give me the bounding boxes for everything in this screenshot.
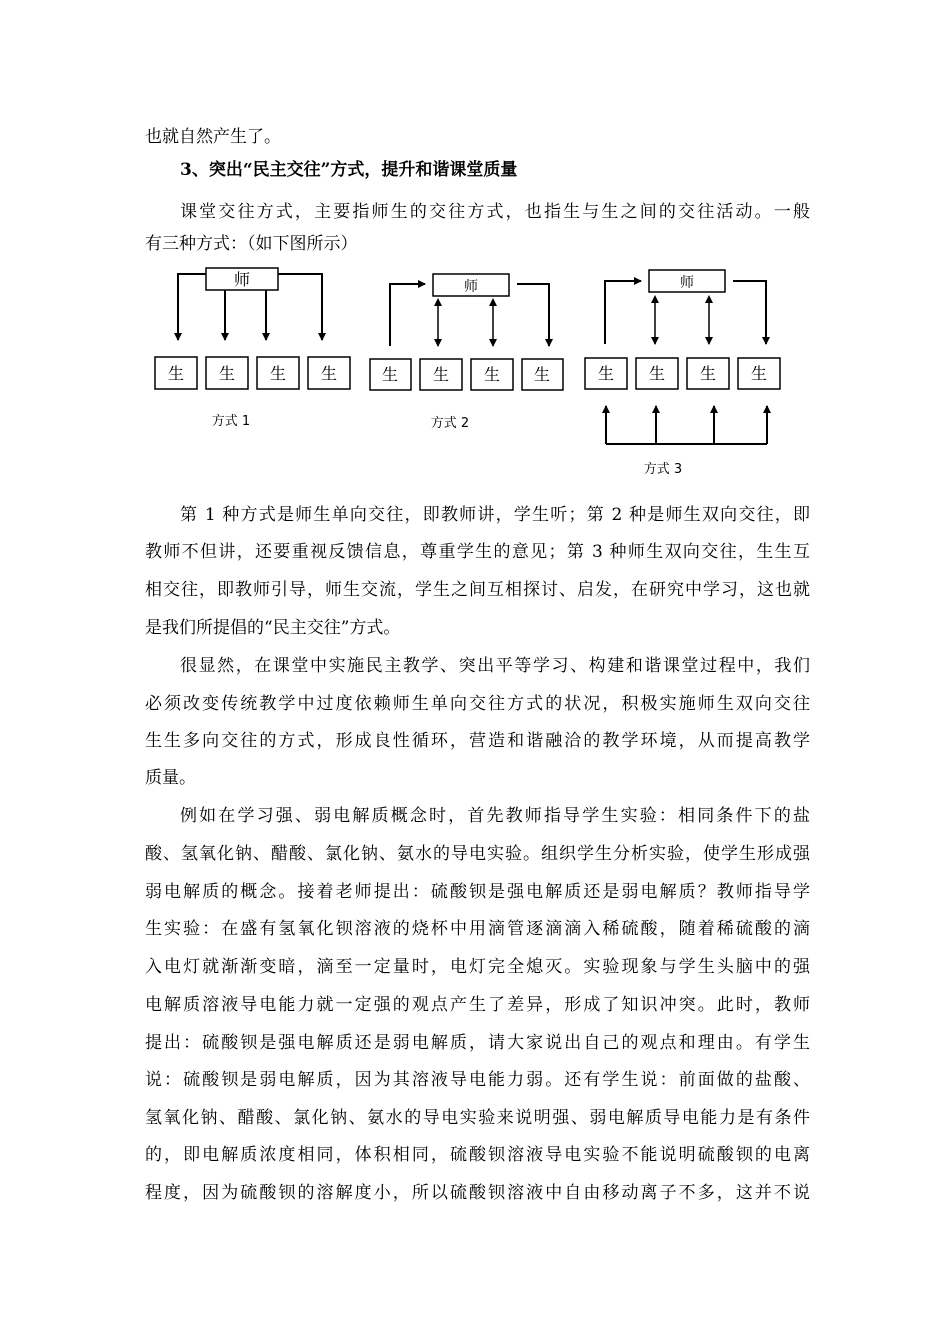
- p4-line: 提出：硫酸钡是强电解质还是弱电解质，请大家说出自己的观点和理由。有学生: [145, 1033, 810, 1053]
- interaction-modes-diagram: [145, 258, 810, 488]
- arrow-up-to-teacher: [605, 281, 641, 344]
- p4-line: 电解质溶液导电能力就一定强的观点产生了差异，形成了知识冲突。此时，教师: [145, 995, 810, 1015]
- student-label: 生: [699, 364, 717, 383]
- p3-line: 生生多向交往的方式，形成良性循环，营造和谐融洽的教学环境，从而提高教学: [145, 731, 810, 751]
- mode-caption: 方式 1: [211, 414, 251, 429]
- p4-line: 生实验：在盛有氢氧化钡溶液的烧杯中用滴管逐滴滴入稀硫酸，随着稀硫酸的滴: [145, 919, 810, 939]
- mode-caption: 方式 2: [430, 416, 470, 431]
- arrow-up-to-teacher: [390, 284, 425, 346]
- student-label: 生: [483, 365, 501, 384]
- student-label: 生: [648, 364, 666, 383]
- p4-line: 例如在学习强、弱电解质概念时，首先教师指导学生实验：相同条件下的盐: [180, 806, 810, 826]
- p2-line: 相交往，即教师引导，师生交流，学生之间互相探讨、启发，在研究中学习，这也就: [145, 580, 810, 600]
- p4-line: 弱电解质的概念。接着老师提出：硫酸钡是强电解质还是弱电解质？教师指导学: [145, 882, 810, 902]
- p4-line: 酸、氢氧化钠、醋酸、氯化钠、氨水的导电实验。组织学生分析实验，使学生形成强: [145, 844, 810, 864]
- student-label: 生: [218, 364, 236, 383]
- teacher-label: 师: [680, 275, 694, 291]
- mode-3: [585, 270, 780, 444]
- teacher-label: 师: [233, 270, 251, 289]
- student-label: 生: [269, 364, 287, 383]
- p2-line: 第 1 种方式是师生单向交往，即教师讲，学生听；第 2 种是师生双向交往，即: [180, 505, 810, 525]
- student-label: 生: [750, 364, 768, 383]
- student-label: 生: [320, 364, 338, 383]
- p3-line: 质量。: [145, 768, 196, 788]
- p4-line: 入电灯就渐渐变暗，滴至一定量时，电灯完全熄灭。实验现象与学生头脑中的强: [145, 957, 810, 977]
- p1-line: 课堂交往方式，主要指师生的交往方式，也指生与生之间的交往活动。一般: [180, 202, 810, 222]
- p3-line: 必须改变传统教学中过度依赖师生单向交往方式的状况，积极实施师生双向交往: [145, 694, 810, 714]
- arrow-down: [278, 274, 322, 340]
- teacher-label: 师: [464, 279, 478, 295]
- p3-line: 很显然，在课堂中实施民主教学、突出平等学习、构建和谐课堂过程中，我们: [180, 656, 810, 676]
- student-label: 生: [167, 364, 185, 383]
- arrow-down: [733, 281, 766, 344]
- p1-line: 有三种方式：（如下图所示）: [145, 234, 358, 254]
- p4-line: 程度，因为硫酸钡的溶解度小，所以硫酸钡溶液中自由移动离子不多，这并不说: [145, 1183, 810, 1203]
- section-heading: 3、突出“民主交往”方式，提升和谐课堂质量: [180, 160, 518, 180]
- student-label: 生: [381, 365, 399, 384]
- student-label: 生: [432, 365, 450, 384]
- arrow-down: [517, 284, 549, 346]
- p4-line: 说：硫酸钡是弱电解质，因为其溶液导电能力弱。还有学生说：前面做的盐酸、: [145, 1070, 810, 1090]
- student-label: 生: [597, 364, 615, 383]
- p4-line: 的，即电解质浓度相同，体积相同，硫酸钡溶液导电实验不能说明硫酸钡的电离: [145, 1145, 810, 1165]
- p4-line: 氢氧化钠、醋酸、氯化钠、氨水的导电实验来说明强、弱电解质导电能力是有条件: [145, 1108, 810, 1128]
- intro-tail: 也就自然产生了。: [145, 127, 281, 147]
- mode-caption: 方式 3: [643, 462, 683, 477]
- p2-line: 教师不但讲，还要重视反馈信息，尊重学生的意见；第 3 种师生双向交往，生生互: [145, 542, 810, 562]
- p2-line: 是我们所提倡的“民主交往”方式。: [145, 618, 401, 638]
- student-label: 生: [533, 365, 551, 384]
- arrow-down: [178, 274, 206, 340]
